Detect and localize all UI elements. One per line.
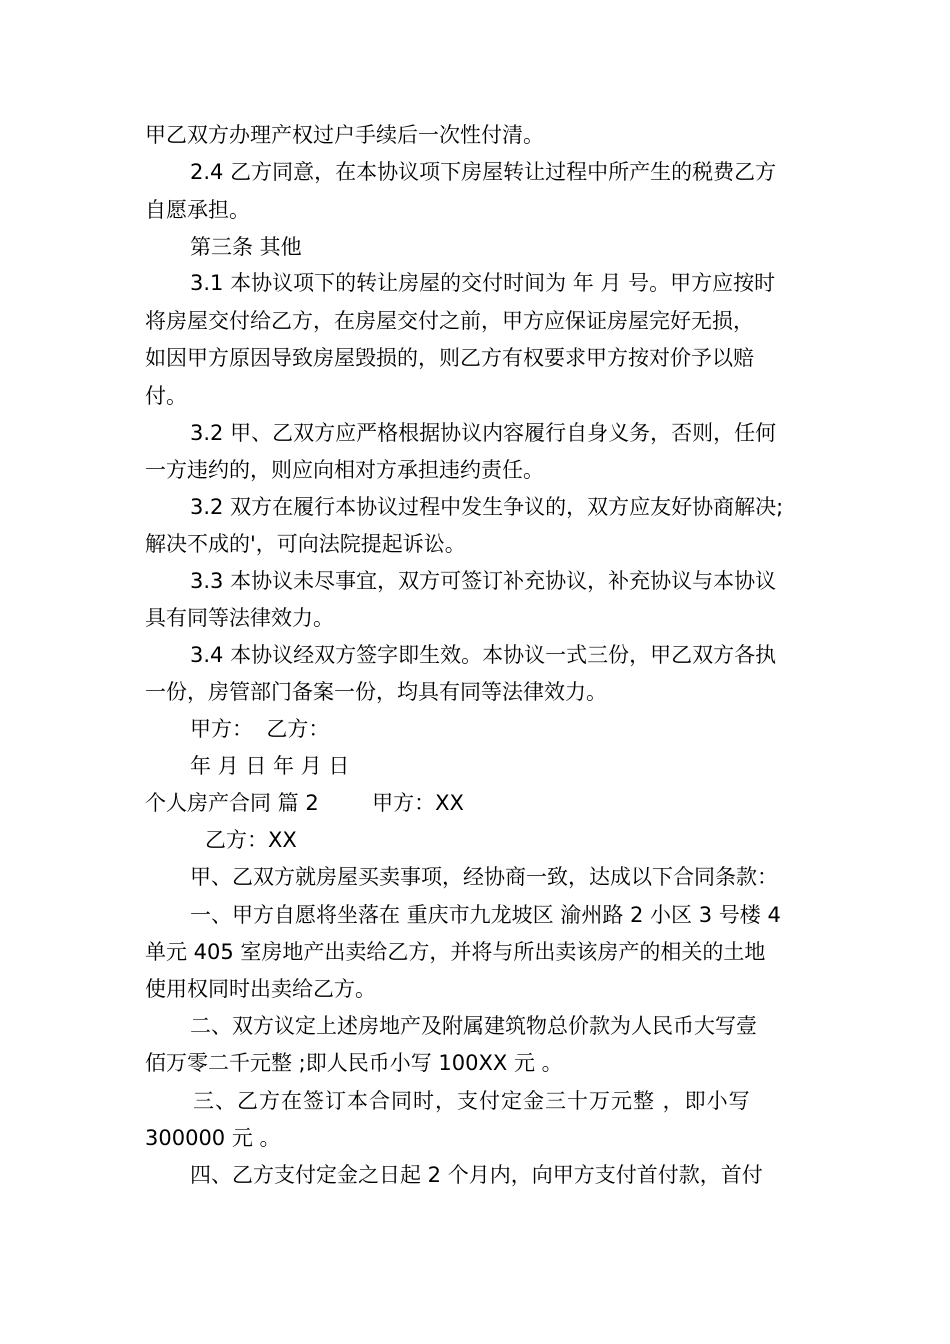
text-line: 3.4 本协议经双方签字即生效。本协议一式三份，甲乙双方各执 xyxy=(190,643,777,667)
text-line: 将房屋交付给乙方，在房屋交付之前，甲方应保证房屋完好无损， xyxy=(145,309,754,333)
text-line: 甲、乙双方就房屋买卖事项，经协商一致，达成以下合同条款： xyxy=(190,865,778,889)
text-line: 3.2 甲、乙双方应严格根据协议内容履行自身义务，否则，任何 xyxy=(190,421,777,445)
text-line: 佰万零二千元整 ;即人民币小写 100XX 元 。 xyxy=(145,1051,563,1075)
text-line: 四、乙方支付定金之日起 2 个月内，向甲方支付首付款，首付 xyxy=(190,1163,763,1187)
text-line: 3.2 双方在履行本协议过程中发生争议的，双方应友好协商解决; xyxy=(190,495,784,519)
text-line: 单元 405 室房地产出卖给乙方，并将与所出卖该房产的相关的土地 xyxy=(145,940,766,964)
text-line: 3.1 本协议项下的转让房屋的交付时间为 年 月 号。甲方应按时 xyxy=(190,271,776,295)
text-line: 2.4 乙方同意，在本协议项下房屋转让过程中所产生的税费乙方 xyxy=(190,160,777,184)
text-line: 解决不成的'，可向法院提起诉讼。 xyxy=(145,532,466,556)
section-heading: 第三条 其他 xyxy=(190,235,302,259)
text-line: 三、乙方在签订本合同时，支付定金三十万元整 ，即小写 xyxy=(193,1089,751,1113)
text-line: 一方违约的，则应向相对方承担违约责任。 xyxy=(145,458,544,482)
text-line: 二、双方议定上述房地产及附属建筑物总价款为人民币大写壹 xyxy=(190,1014,757,1038)
party-line: 乙方：XX xyxy=(205,828,297,852)
text-line: 300000 元 。 xyxy=(145,1126,281,1150)
text-line: 甲乙双方办理产权过户手续后一次性付清。 xyxy=(145,123,544,147)
text-line: 自愿承担。 xyxy=(145,198,250,222)
text-line: 付。 xyxy=(145,384,187,408)
text-line: 使用权同时出卖给乙方。 xyxy=(145,977,376,1001)
text-line: 一份，房管部门备案一份，均具有同等法律效力。 xyxy=(145,680,607,704)
text-line: 3.3 本协议未尽事宜，双方可签订补充协议，补充协议与本协议 xyxy=(190,569,777,593)
text-line: 一、甲方自愿将坐落在 重庆市九龙坡区 渝州路 2 小区 3 号楼 4 xyxy=(190,903,781,927)
text-line: 具有同等法律效力。 xyxy=(145,606,334,630)
signature-line: 甲方： 乙方： xyxy=(190,717,330,741)
text-line: 如因甲方原因导致房屋毁损的，则乙方有权要求甲方按对价予以赔 xyxy=(145,346,754,370)
date-line: 年 月 日 年 月 日 xyxy=(190,754,350,778)
section-title: 个人房产合同 篇 2 甲方：XX xyxy=(145,791,464,815)
